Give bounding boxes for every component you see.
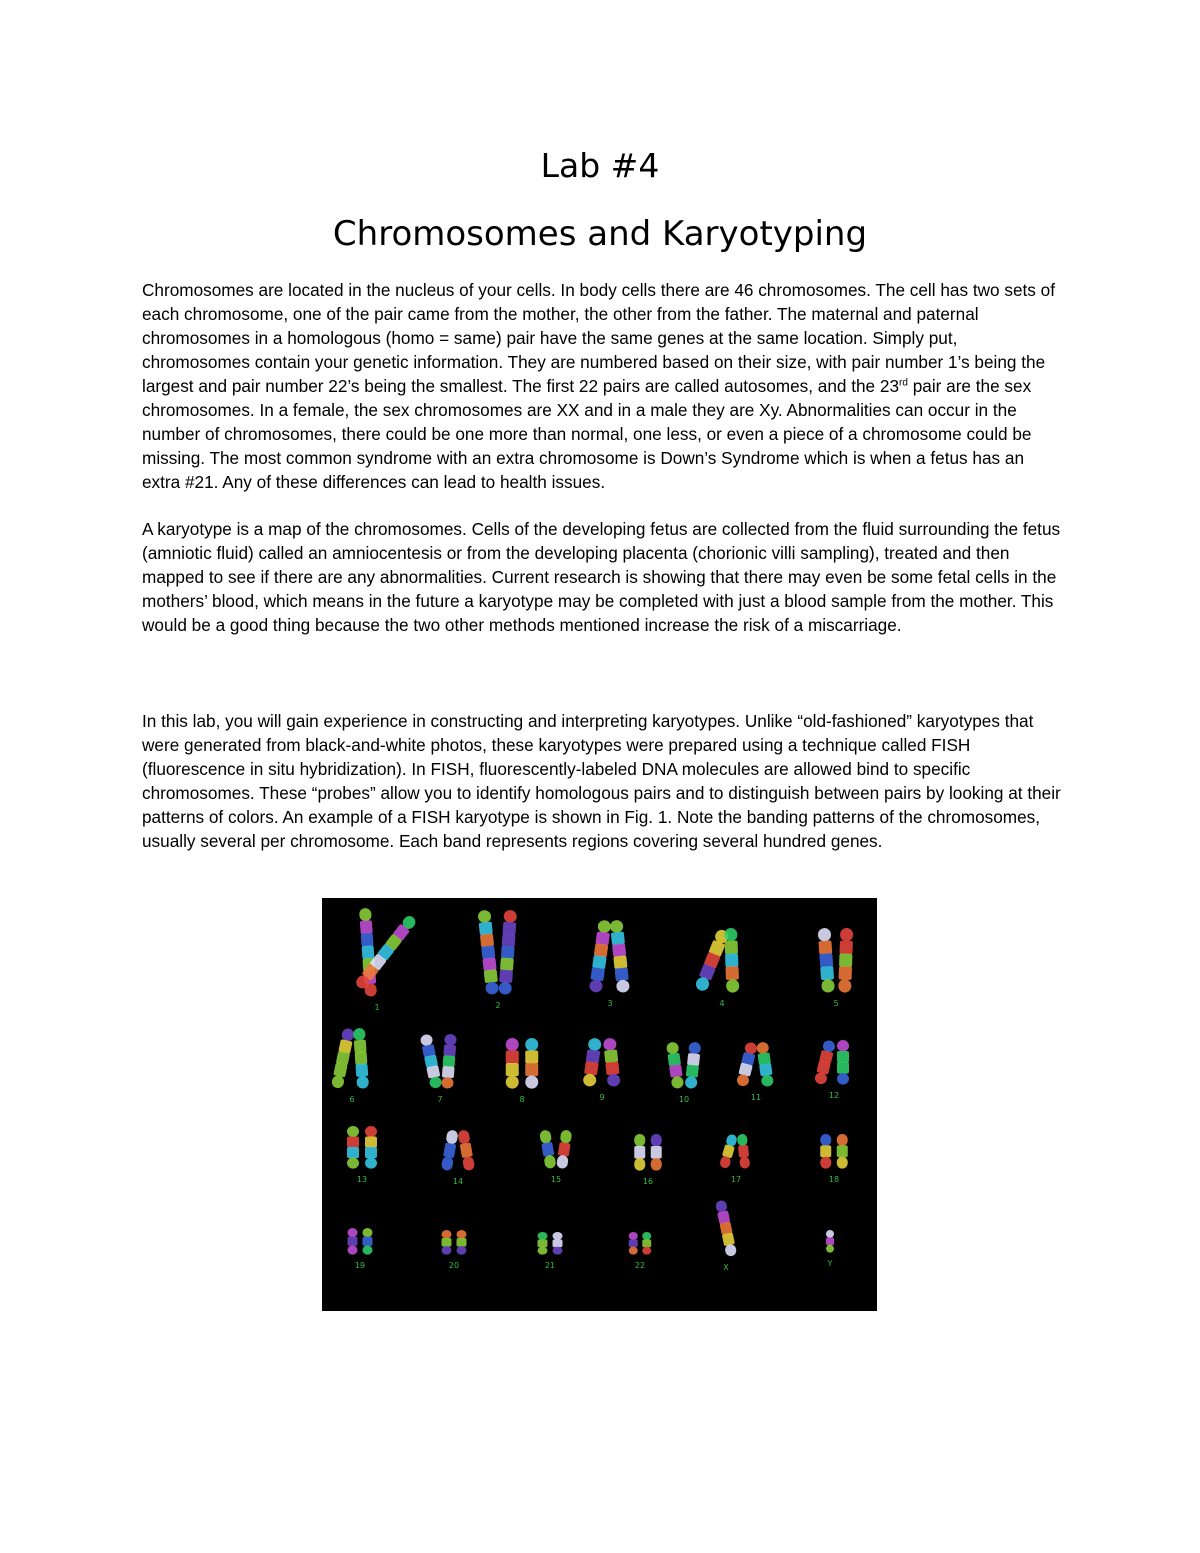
chromosome-number-label: 12 [828,1091,840,1100]
chromosome-band [737,1134,748,1147]
chromosome-band [538,1247,548,1255]
chromosome-band [837,1145,848,1157]
chromosome-band [837,1073,849,1085]
chromosome-number-label: 10 [678,1095,690,1104]
paragraph-text: pair are the sex chromosomes. In a female, the sex chromosomes are XX and in a male they are Xy. Abnormalities can occur in the number of chromosomes, there could be one more than normal, one less, or even a piece of a chromosome could be missing. The most common syndrome with an extra chromosome is Down’s Syndrome which is when a fetus has an extra #21. Any of these differences can lead to health issues. [142,376,1032,492]
chromosome-band [361,933,374,947]
chromosome-band [686,1064,699,1077]
chromosome-number-label: 2 [495,1001,501,1010]
chromosome-band [348,1245,358,1254]
chromosome-number-label: 14 [452,1177,464,1186]
chromosome-5 [818,928,835,993]
chromosome-10 [685,1041,702,1089]
chromosome-band [355,1052,368,1065]
chromosome-10 [666,1041,684,1089]
chromosome-band [363,1237,373,1246]
chromosome-band [629,1247,638,1255]
chromosome-band [642,1247,651,1255]
chromosome-band [634,1146,645,1159]
chromosome-band [525,1076,538,1089]
chromosome-band [818,928,832,942]
chromosome-band [525,1038,538,1051]
chromosome-band [457,1246,467,1255]
chromosome-band [365,1158,377,1169]
chromosome-band [584,1061,599,1075]
chromosome-21 [553,1232,563,1255]
chromosome-band [560,1129,573,1144]
chromosome-band [634,1134,645,1147]
chromosome-X [715,1199,738,1257]
chromosome-2 [498,910,517,995]
chromosome-band [457,1129,470,1145]
chromosome-16 [651,1134,662,1171]
chromosome-band [484,969,498,983]
chromosome-4 [724,928,739,993]
chromosome-band [541,1142,554,1157]
chromosome-number-label: 19 [354,1261,366,1270]
chromosome-number-label: 11 [750,1093,762,1102]
chromosome-band [820,966,834,980]
chromosome-band [506,1076,519,1089]
chromosome-band [359,908,372,922]
chromosome-band [443,1055,456,1067]
chromosome-number-label: 3 [607,999,613,1008]
chromosome-band [441,1077,454,1089]
paragraph-chromosomes-intro [142,278,1062,494]
chromosome-3 [610,920,631,994]
chromosome-number-label: 17 [730,1175,742,1184]
chromosome-band [538,1232,548,1240]
chromosome-band [365,1147,377,1158]
chromosome-band [666,1041,680,1055]
chromosome-band [442,1230,452,1239]
chromosome-band [556,1155,569,1170]
paragraph-lab-description: In this lab, you will gain experience in constructing and interpreting karyotypes. Unlike “old-fashioned” karyotypes that were generated from black-and-white photos, these karyotypes were prepared using a technique called FISH (fluorescence in situ hybridization). In FISH, fluorescently-labeled DNA molecules are allowed bind to specific chromosomes. These “probes” allow you to identify homologous pairs and to distinguish between pairs by looking at their patterns of colors. An example of a FISH karyotype is shown in Fig. 1. Note the banding patterns of the chromosomes, usually several per chromosome. Each band represents regions covering several hundred genes. [142,711,1061,851]
chromosome-number-label: 21 [544,1261,556,1270]
chromosome-Y [826,1230,834,1253]
chromosome-band [363,1228,373,1237]
chromosome-6 [331,1027,355,1089]
chromosome-band [506,1051,519,1064]
chromosome-band [480,933,494,947]
chromosome-band [826,1237,834,1245]
chromosome-band [426,1065,440,1079]
chromosome-15 [539,1129,557,1169]
chromosome-band [603,1037,617,1051]
chromosome-8 [525,1038,538,1089]
chromosome-band [685,1076,698,1089]
chromosome-band [738,1145,749,1158]
chromosome-band [479,921,493,935]
chromosome-number-label: 1 [374,1003,380,1012]
chromosome-band [610,920,624,934]
chromosome-band [365,1137,377,1148]
chromosome-number-label: 20 [448,1261,460,1270]
chromosome-band [481,945,495,959]
paragraph-karyotype: A karyotype is a map of the chromosomes. Cells of the developing fetus are collected from the fluid surrounding the fetus (amniotic fluid) called an amniocentesis or from the developing placenta (chorionic villi sampling), treated and then mapped to see if there are any abnormalities. Current research is showing that there may even be some fetal cells in the mothers’ blood, which means in the future a karyotype may be completed with just a blood sample from the mother. This would be a good thing because the two other methods mentioned increase the risk of a miscarriage. [142,519,1061,635]
paragraph-text: Chromosomes are located in the nucleus of your cells. In body cells there are 46 chromosomes. The cell has two sets of each chromosome, one of the pair came from the mother, the other from the father. The maternal and paternal chromosomes in a homologous (homo = same) pair have the same genes at the same location. Simply put, chromosomes contain your genetic information. They are numbered based on their size, with pair number 1’s being the largest and pair number 22’s being the smallest. The first 22 pairs are called autosomes, and the 23 [142,280,1055,396]
chromosome-17 [719,1133,738,1169]
chromosome-band [669,1064,683,1078]
chromosome-band [553,1239,563,1247]
chromosome-13 [365,1126,377,1169]
chromosome-number-label: 18 [828,1175,840,1184]
chromosome-band [348,1228,358,1237]
chromosome-band [725,966,738,980]
chromosome-band [671,1076,685,1090]
chromosome-band [442,1066,455,1078]
chromosome-band [629,1232,638,1240]
chromosome-band [612,943,626,957]
chromosome-band [502,922,516,935]
chromosome-band [333,1063,347,1078]
chromosome-band [441,1156,454,1172]
chromosome-band [818,940,832,954]
chromosome-band [839,953,852,967]
chromosome-16 [634,1134,645,1171]
chromosome-band [553,1232,563,1240]
chromosome-band [605,1061,619,1075]
chromosome-band [840,928,853,942]
chromosome-band [651,1134,662,1147]
chromosome-band [553,1247,563,1255]
chromosome-number-label: X [723,1263,729,1272]
chromosome-18 [837,1134,848,1169]
chromosome-number-label: 13 [356,1175,368,1184]
chromosome-band [538,1239,548,1247]
chromosome-band [587,1037,602,1051]
chromosome-band [629,1239,638,1247]
chromosome-band [482,957,496,971]
chromosome-19 [348,1228,358,1255]
chromosome-number-label: 5 [833,999,839,1008]
chromosome-band [722,1144,735,1158]
chromosome-number-label: 22 [634,1261,646,1270]
chromosome-band [722,1232,735,1246]
chromosome-3 [589,919,612,993]
chromosome-band [820,1134,831,1146]
chromosome-band [826,1230,834,1238]
chromosome-band [642,1239,651,1247]
chromosome-number-label: 9 [599,1093,605,1102]
chromosome-band [501,946,515,959]
chromosome-band [615,967,629,981]
chromosome-band [595,931,610,945]
chromosome-band [360,920,373,934]
chromosome-band [460,1142,473,1158]
chromosome-band [688,1041,701,1054]
chromosome-band [543,1154,556,1169]
chromosome-band [356,1076,369,1089]
chromosome-band [347,1158,359,1169]
chromosome-band [442,1238,452,1247]
chromosome-band [347,1137,359,1148]
chromosome-band [819,953,833,967]
chromosome-7 [441,1034,457,1089]
chromosome-band [347,1147,359,1158]
chromosome-11 [736,1041,758,1087]
chromosome-band [839,966,852,980]
chromosome-band [726,979,739,993]
chromosome-band [362,945,375,959]
chromosome-band [506,1038,519,1051]
chromosome-band [616,979,630,993]
chromosome-band [363,1245,373,1254]
chromosome-6 [353,1028,369,1089]
chromosome-number-label: Y [827,1259,833,1268]
chromosome-number-label: 4 [719,999,725,1008]
chromosome-band [821,979,835,993]
chromosome-band [443,1044,456,1056]
chromosome-band [348,1237,358,1246]
chromosome-band [725,941,738,955]
chromosome-band [613,955,627,969]
chromosome-band [604,1049,618,1063]
chromosome-band [586,1049,601,1063]
chromosome-band [687,1053,700,1066]
chromosome-band [725,953,738,967]
chromosome-band [839,941,852,955]
chromosome-band [838,979,851,993]
chromosome-7 [420,1033,443,1089]
chromosome-12 [814,1039,836,1085]
chromosome-21 [538,1232,548,1255]
chromosome-band [353,1028,366,1041]
chromosome-band [457,1238,467,1247]
chromosome-22 [642,1232,651,1255]
chromosome-band [525,1063,538,1076]
document-subtitle: Chromosomes and Karyotyping [332,214,868,254]
chromosome-band [443,1142,456,1158]
chromosome-band [820,1145,831,1157]
chromosome-5 [838,928,853,993]
chromosome-band [667,1053,681,1067]
chromosome-2 [477,910,499,995]
chromosome-band [354,1040,367,1053]
chromosome-band [442,1246,452,1255]
chromosome-18 [820,1134,831,1169]
chromosome-band [498,981,512,994]
chromosome-number-label: 16 [642,1177,654,1186]
chromosome-band [837,1157,848,1169]
chromosome-band [590,967,605,981]
chromosome-20 [457,1230,467,1255]
chromosome-band [642,1232,651,1240]
chromosome-14 [441,1129,459,1171]
chromosome-band [597,919,612,933]
chromosome-band [355,1064,368,1077]
chromosome-band [445,1129,458,1145]
chromosome-20 [442,1230,452,1255]
chromosome-8 [506,1038,519,1089]
chromosome-band [607,1073,621,1087]
chromosome-band [485,981,499,995]
chromosome-17 [737,1134,751,1169]
chromosome-band [525,1051,538,1064]
chromosome-band [539,1129,552,1144]
chromosome-band [502,934,516,947]
lab-title: Lab #4 [540,146,660,185]
chromosome-band [837,1134,848,1146]
chromosome-band [820,1157,831,1169]
chromosome-number-label: 6 [349,1095,355,1104]
chromosome-band [592,955,607,969]
chromosome-band [365,1126,377,1137]
chromosome-band [594,943,609,957]
chromosome-band [826,1245,834,1253]
chromosome-11 [756,1041,774,1087]
chromosome-9 [603,1037,621,1087]
fish-karyotype-figure [322,898,877,1311]
chromosome-14 [457,1129,475,1171]
chromosome-band [444,1034,457,1046]
chromosome-band [739,1156,750,1169]
chromosome-band [558,1142,571,1157]
chromosome-9 [582,1037,602,1087]
chromosome-band [759,1063,772,1076]
superscript-rd: rd [899,377,908,389]
chromosome-19 [363,1228,373,1255]
karyotype-image [322,898,877,1311]
chromosome-band [500,958,514,971]
chromosome-band [837,1051,849,1063]
chromosome-band [651,1158,662,1171]
chromosome-number-label: 15 [550,1175,562,1184]
chromosome-number-label: 8 [519,1095,525,1104]
chromosome-band [347,1126,359,1137]
chromosome-band [582,1073,597,1087]
chromosome-band [499,970,513,983]
chromosome-13 [347,1126,359,1169]
chromosome-band [634,1158,645,1171]
chromosome-22 [629,1232,638,1255]
chromosome-band [611,931,625,945]
chromosome-band [837,1062,849,1074]
chromosome-number-label: 7 [437,1095,443,1104]
chromosome-band [462,1156,475,1172]
chromosome-band [503,910,517,923]
chromosome-12 [837,1040,849,1085]
chromosome-band [457,1230,467,1239]
chromosome-15 [556,1129,572,1169]
chromosome-band [651,1146,662,1159]
chromosome-band [837,1040,849,1052]
chromosome-band [477,910,491,924]
chromosome-band [589,979,604,993]
chromosome-4 [694,928,730,993]
chromosome-band [506,1063,519,1076]
